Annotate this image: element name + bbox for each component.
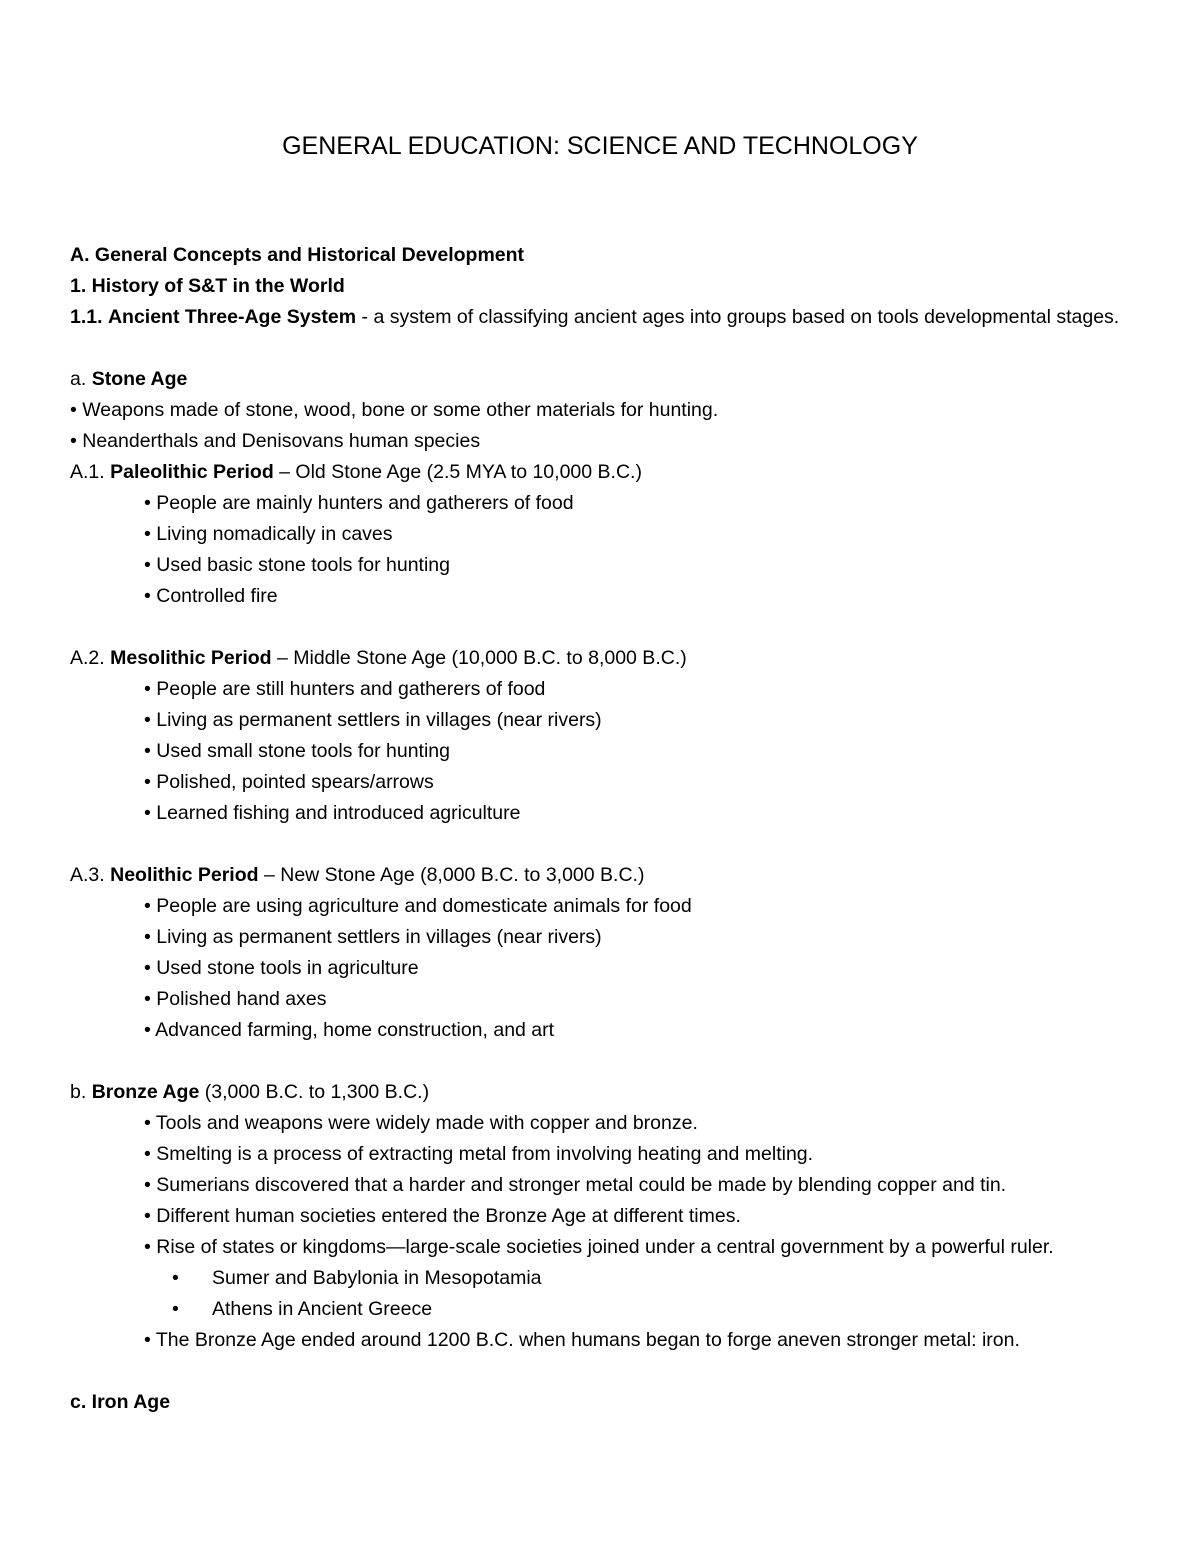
three-age-number: 1.1. bbox=[70, 306, 103, 328]
list-item: • Used basic stone tools for hunting bbox=[144, 554, 451, 576]
list-item: • Used small stone tools for hunting bbox=[144, 740, 450, 762]
sub-list-item bbox=[70, 1294, 1140, 1325]
list-item: • Used stone tools in agriculture bbox=[144, 957, 419, 979]
paragraph-three-age-system bbox=[70, 302, 1140, 333]
stone-age-heading bbox=[70, 364, 1140, 395]
spacer bbox=[70, 1046, 1140, 1077]
bullet-icon: • bbox=[172, 1298, 179, 1320]
list-item: • Polished, pointed spears/arrows bbox=[144, 771, 434, 793]
list-item: • Living nomadically in caves bbox=[144, 523, 393, 545]
list-item: • Controlled fire bbox=[144, 585, 278, 607]
paleolithic-term: Paleolithic Period bbox=[110, 461, 274, 483]
list-item: • Different human societies entered the Bronze Age at different times. bbox=[144, 1205, 741, 1227]
section-heading-a: A. General Concepts and Historical Development bbox=[70, 244, 525, 266]
bronze-age-range: (3,000 B.C. to 1,300 B.C.) bbox=[199, 1081, 430, 1103]
bronze-age-prefix: b. bbox=[70, 1081, 92, 1103]
page-title: GENERAL EDUCATION: SCIENCE AND TECHNOLOGY bbox=[282, 132, 918, 160]
stone-age-prefix: a. bbox=[70, 368, 92, 390]
spacer bbox=[70, 1356, 1140, 1387]
sub-list-item-text: Sumer and Babylonia in Mesopotamia bbox=[212, 1267, 542, 1289]
list-item: • Polished hand axes bbox=[144, 988, 327, 1010]
mesolithic-heading bbox=[70, 643, 1140, 674]
list-item: • Living as permanent settlers in villages (near rivers) bbox=[144, 926, 602, 948]
sub-list-item bbox=[70, 1263, 1140, 1294]
neolithic-term: Neolithic Period bbox=[110, 864, 259, 886]
stone-age-term: Stone Age bbox=[91, 368, 188, 390]
list-item: • Sumerians discovered that a harder and stronger metal could be made by blending copper and tin. bbox=[144, 1174, 1007, 1196]
paleolithic-range: – Old Stone Age (2.5 MYA to 10,000 B.C.) bbox=[273, 461, 642, 483]
list-item: • People are mainly hunters and gatherers of food bbox=[144, 492, 574, 514]
neolithic-heading bbox=[70, 860, 1140, 891]
spacer bbox=[70, 829, 1140, 860]
bullet-icon: • bbox=[172, 1267, 179, 1289]
list-item: • Weapons made of stone, wood, bone or some other materials for hunting. bbox=[70, 399, 719, 421]
list-item: • Neanderthals and Denisovans human species bbox=[70, 430, 481, 452]
mesolithic-range: – Middle Stone Age (10,000 B.C. to 8,000 B.C.) bbox=[271, 647, 687, 669]
mesolithic-prefix: A.2. bbox=[70, 647, 111, 669]
three-age-term: Ancient Three-Age System bbox=[107, 306, 357, 328]
list-item: • People are still hunters and gatherers of food bbox=[144, 678, 546, 700]
list-item: • Smelting is a process of extracting metal from involving heating and melting. bbox=[144, 1143, 814, 1165]
list-item: • The Bronze Age ended around 1200 B.C. when humans began to forge aneven stronger metal: iron. bbox=[144, 1329, 1020, 1351]
bronze-age-heading bbox=[70, 1077, 1140, 1108]
three-age-definition: - a system of classifying ancient ages into groups based on tools developmental stages. bbox=[356, 306, 1120, 328]
neolithic-range: – New Stone Age (8,000 B.C. to 3,000 B.C.) bbox=[258, 864, 645, 886]
sub-list-item-text: Athens in Ancient Greece bbox=[212, 1298, 433, 1320]
list-item: • Tools and weapons were widely made with copper and bronze. bbox=[144, 1112, 698, 1134]
list-item: • People are using agriculture and domesticate animals for food bbox=[144, 895, 692, 917]
list-item: • Advanced farming, home construction, and art bbox=[144, 1019, 555, 1041]
document-body bbox=[70, 240, 1140, 1418]
bronze-age-term: Bronze Age bbox=[91, 1081, 200, 1103]
list-item: • Rise of states or kingdoms—large-scale societies joined under a central government by a powerful ruler. bbox=[144, 1236, 1054, 1258]
spacer bbox=[70, 612, 1140, 643]
mesolithic-term: Mesolithic Period bbox=[110, 647, 272, 669]
paleolithic-heading bbox=[70, 457, 1140, 488]
list-item: • Learned fishing and introduced agriculture bbox=[144, 802, 521, 824]
iron-age-heading: c. Iron Age bbox=[70, 1391, 171, 1413]
section-heading-1: 1. History of S&T in the World bbox=[70, 275, 345, 297]
list-item: • Living as permanent settlers in villages (near rivers) bbox=[144, 709, 602, 731]
spacer bbox=[70, 333, 1140, 364]
paleolithic-prefix: A.1. bbox=[70, 461, 111, 483]
neolithic-prefix: A.3. bbox=[70, 864, 111, 886]
